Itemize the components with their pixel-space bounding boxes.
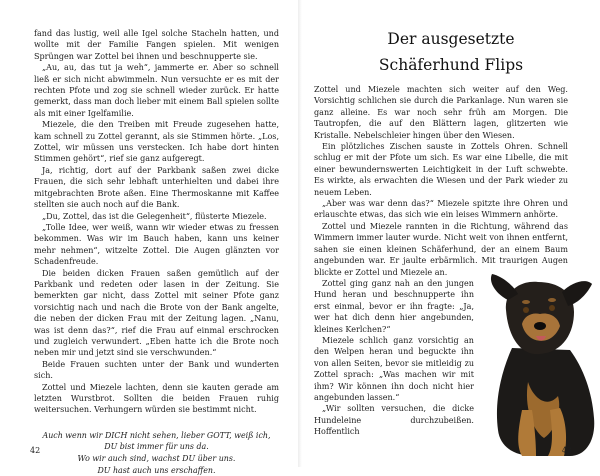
puppy-ear-left: [491, 274, 518, 300]
puppy-brow-left: [522, 300, 530, 304]
paragraph: Ja, richtig, dort auf der Parkbank saßen zwei dicke Frauen, die sich sehr lebhaft unterhielten und dabei ihre mitgebrachten Brote aßen. Eine Thermoskanne mit Kaffee stellten sie auch noch auf die Bank.: [34, 165, 279, 210]
prayer-poem: [34, 430, 279, 476]
paragraph: Zottel und Miezele lachten, denn sie kauten gerade am letzten Wurstbrot. Sollten die beiden Frauen ruhig weitersuchen. Verhungern würden sie bestimmt nicht.: [34, 382, 279, 415]
chapter-title-line-2: Schäferhund Flips: [378, 56, 524, 74]
left-page: [0, 0, 298, 475]
paragraph: „Tolle Idee, wer weiß, wann wir wieder etwas zu fressen bekommen. Was wir im Bauch haben, kann uns keiner mehr nehmen“, witzelte Zottel. Die Augen glänzten vor Schadenfreude.: [34, 222, 279, 267]
paragraph: Zottel und Miezele rannten in die Richtung, während das Wimmern immer lauter wurde. Nicht weit von ihnen entfernt, sahen sie einen kleinen Schäferhund, der an einem Baum angebunden war. Er jaulte erbärmlich. Mit traurigen Augen blickte er Zottel und Miezele an.: [314, 221, 568, 277]
poem-line: DU bist immer für uns da.: [104, 442, 209, 452]
paragraph: Beide Frauen suchten unter der Bank und wunderten sich.: [34, 359, 279, 381]
right-page: [302, 0, 600, 467]
puppy-eye-right: [549, 305, 555, 311]
poem-line: DU hast auch uns erschaffen.: [97, 465, 216, 475]
puppy-brow-right: [548, 298, 556, 302]
paragraph: Zottel und Miezele machten sich weiter auf den Weg. Vorsichtig schlichen sie durch die Parkanlage. Nun waren sie ganz alleine. Es war noch sehr früh am Morgen. Die Tautropfen, die auf den Blättern lagen, glitzerten wie Kristalle. Nebelschleier hingen über den Wiesen.: [314, 85, 568, 140]
puppy-ear-right: [562, 281, 592, 306]
paragraph: „Du, Zottel, das ist die Gelegenheit“, flüsterte Miezele.: [42, 211, 267, 221]
paragraph: Ein plötzliches Zischen sauste in Zottels Ohren. Schnell schlug er mit der Pfote um sich. Es war eine Libelle, die mit einer bewundernswerten Leichtigkeit in der Luft schwebte. Es wirkte, als erwachten die Wiesen und der Park wieder zu neuem Leben.: [314, 142, 568, 197]
paragraph: Miezele, die den Treiben mit Freude zugesehen hatte, kam schnell zu Zottel gerannt, als sie Stimmen hörte. „Los, Zottel, wir müssen uns verstecken. Ich habe dort hinten Stimmen gehört“, rief sie ganz aufgeregt.: [34, 120, 279, 164]
paragraph: Die beiden dicken Frauen saßen gemütlich auf der Parkbank und redeten oder lasen in der Zeitung. Sie bemerkten gar nicht, dass Zottel mit seiner Pfote ganz vorsichtig nach und nach die Brote von der Bank angelte, die neben der dicken Frau mit der Zeitung lagen. „Nanu, was ist denn das?“, rief die Frau auf einmal erschrocken und zugleich verwundert. „Eben hatte ich die Brote noch neben mir und jetzt sind sie verschwunden.“: [34, 268, 279, 358]
paragraph: Zottel ging ganz nah an den jungen Hund heran und beschnupperte ihn erst einmal, bevor er ihn fragte: „Ja, wer hat dich denn hier angebunden, kleines Kerlchen?“: [314, 278, 474, 334]
paragraph: „Wir sollten versuchen, die dicke Hundeleine durchzubeißen. Hoffentlich: [314, 404, 474, 437]
paragraph: fand das lustig, weil alle Igel solche Stacheln hatten, und wollte mit der Familie Fangen spielen. Mit wenigen Sprüngen war Zottel bei ihnen und beschnupperte sie.: [34, 29, 279, 61]
poem-line: Auch wenn wir DICH nicht sehen, lieber GOTT, weiß ich,: [42, 430, 271, 440]
text-beside-illustration: [314, 278, 474, 438]
chapter-title-line-1: Der ausgesetzte: [387, 30, 515, 48]
paragraph: Miezele schlich ganz vorsichtig an den Welpen heran und beguckte ihn von allen Seiten, bevor sie mitleidig zu Zottel sprach: „Was machen wir mit ihm? Wir können ihn doch nicht hier angebunden lassen.“: [314, 335, 474, 402]
puppy-illustration: [482, 270, 600, 460]
page-number-right: 43: [561, 446, 572, 455]
puppy-eye-left: [523, 307, 529, 313]
puppy-nose: [534, 322, 546, 330]
paragraph: „Aber was war denn das?“ Miezele spitzte ihre Ohren und erlauschte etwas, das sich wie ein leises Wimmern anhörte.: [314, 199, 568, 220]
page-number-left: 42: [30, 446, 41, 455]
left-page-text: [34, 28, 279, 476]
poem-line: Wo wir auch sind, wachst DU über uns.: [77, 454, 236, 463]
paragraph: „Au, au, das tut ja weh“, jammerte er. Aber so schnell ließ er sich nicht abwimmeln. Nun versuchte er es mit der rechten Pfote und zog sie schnell wieder zurück. Er hatte gemerkt, dass man doch lieber mit einem Ball spielen sollte als mit einer Igelfamilie.: [34, 63, 279, 118]
